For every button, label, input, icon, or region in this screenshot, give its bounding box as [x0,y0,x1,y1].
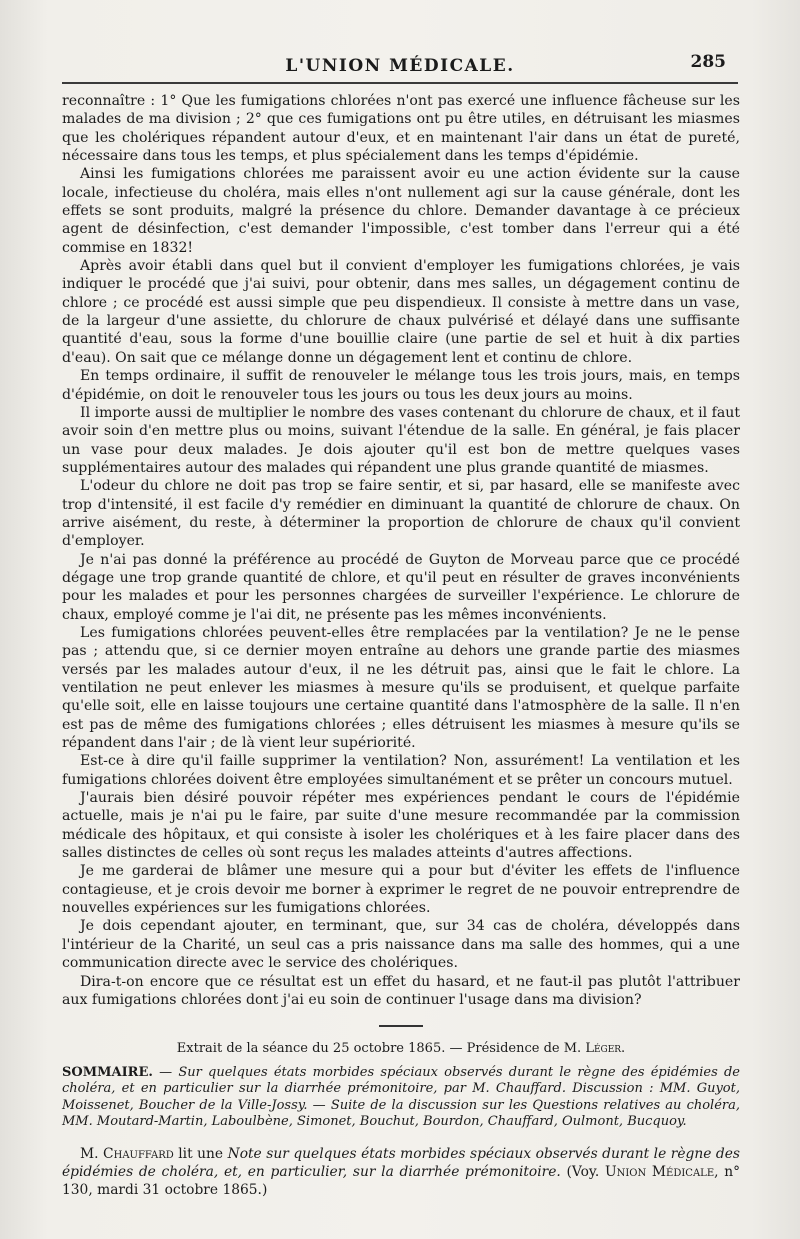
paragraph: L'odeur du chlore ne doit pas trop se faire sentir, et si, par hasard, elle se manifeste avec trop d'intensité, il est facile d'y remédier en diminuant la quantité de chlorure de chaux. On arrive aisément, du reste, à déterminer la proportion de chlorure de chaux qu'il convient d'employer. [62,478,740,550]
paragraph: En temps ordinaire, il suffit de renouveler le mélange tous les trois jours, mais, en temps d'épidémie, on doit le renouveler tous les jours ou tous les deux jours au moins. [62,368,740,403]
session-extract-heading [62,1040,740,1058]
closing-note-title: Note sur quelques états morbides spéciaux observés durant le règne des épidémies de choléra, et, en particulier, sur la diarrhée prémonitoire. [62,1145,740,1180]
extract-text: Extrait de la séance du 25 octobre 1865. — Présidence de M. [176,1041,586,1057]
closing-paragraph [62,1145,740,1199]
paragraph: Je me garderai de blâmer une mesure qui a pour but d'éviter les effets de l'influence contagieuse, et je crois devoir me borner à exprimer le regret de ne pouvoir entreprendre de nouvelles expériences sur les fumigations chlorées. [62,863,740,917]
closing-author: Chauffard [103,1145,174,1162]
paragraph: Je dois cependant ajouter, en terminant, que, sur 34 cas de choléra, développés dans l'intérieur de la Charité, un seul cas a pris naissance dans ma salle des hommes, qui a une communication directe avec le service des cholériques. [62,918,740,972]
closing-ref-tail: , n° 130, mardi 31 octobre 1865.) [62,1163,741,1198]
paragraph: Je n'ai pas donné la préférence au procédé de Guyton de Morveau parce que ce procédé dégage une trop grande quantité de chlore, et qu'il peut en résulter de graves inconvénients pour les malades et pour les personnes chargées de surveiller l'expérience. Le chlorure de chaux, employé comme je l'ai dit, ne présente pas les mêmes inconvénients. [62,551,740,623]
paragraph: Dira-t-on encore que ce résultat est un effet du hasard, et ne faut-il pas plutôt l'attribuer aux fumigations chlorées dont j'ai eu soin de continuer l'usage dans ma division? [62,973,740,1008]
article-body [62,92,740,1199]
page-number: 285 [690,52,726,72]
paragraph: Après avoir établi dans quel but il convient d'employer les fumigations chlorées, je vais indiquer le procédé que j'ai suivi, pour obtenir, dans mes salles, un dégagement continu de chlore ; ce procédé est aussi simple que peu dispendieux. Il consiste à mettre dans un vase, de la largeur d'une assiette, du chlorure de chaux pulvérisé et délayé dans une suffisante quantité d'eau, sous la forme d'une bouillie claire (une partie de sel et huit à dix parties d'eau). On sait que ce mélange donne un dégagement lent et continu de chlore. [62,258,740,366]
president-name: Léger. [585,1041,626,1057]
closing-journal: Union Médicale [604,1163,715,1180]
section-divider [379,1025,423,1027]
running-title: L'UNION MÉDICALE. [285,56,515,76]
paragraph: Il importe aussi de multiplier le nombre des vases contenant du chlorure de chaux, et il faut avoir soin d'en mettre plus ou moins, suivant l'étendue de la salle. En général, je fais placer un vase pour deux malades. Je dois ajouter qu'il est bon de mettre quelques vases supplémentaires autour des malades qui répandent une plus grande quantité de miasmes. [62,404,740,476]
closing-ref-open: (Voy. [560,1163,605,1180]
page-header [62,50,738,80]
header-rule [62,82,738,84]
summary [62,1065,740,1131]
paragraph: J'aurais bien désiré pouvoir répéter mes expériences pendant le cours de l'épidémie actuelle, mais je n'ai pu le faire, par suite d'une mesure recommandée par la commission médicale des hôpitaux, et qui consiste à isoler les cholériques et à les faire placer dans des salles distinctes de celles où sont reçus les malades atteints d'autres affections. [62,790,740,862]
paragraph: Est-ce à dire qu'il faille supprimer la ventilation? Non, assurément! La ventilation et les fumigations chlorées doivent être employées simultanément et se prêter un concours mutuel. [62,753,740,788]
closing-prefix: M. [80,1145,104,1162]
paragraph: reconnaître : 1° Que les fumigations chlorées n'ont pas exercé une influence fâcheuse sur les malades de ma division ; 2° que ces fumigations ont pu être utiles, en détruisant les miasmes que les cholériques répandent autour d'eux, et en maintenant l'air dans un état de pureté, nécessaire dans tous les temps, et plus spécialement dans les temps d'épidémie. [62,93,740,165]
paragraph: Les fumigations chlorées peuvent-elles être remplacées par la ventilation? Je ne le pense pas ; attendu que, si ce dernier moyen entraîne au dehors une grande partie des miasmes versés par les malades autour d'eux, il ne les détruit pas, ainsi que le fait le chlore. La ventilation ne peut enlever les miasmes à mesure qu'ils se produisent, et quelque parfaite qu'elle soit, elle en laisse toujours une certaine quantité dans l'atmosphère de la salle. Il n'en est pas de même des fumigations chlorées ; elles détruisent les miasmes à mesure qu'ils se répandent dans l'air ; de là vient leur supériorité. [62,624,740,752]
summary-label: SOMMAIRE. [62,1064,153,1080]
closing-verb: lit une [173,1145,228,1162]
paragraph: Ainsi les fumigations chlorées me paraissent avoir eu une action évidente sur la cause locale, infectieuse du choléra, mais elles n'ont nullement agi sur la cause générale, dont les effets se sont produits, malgré la présence du chlore. Demander davantage à ce précieux agent de désinfection, c'est demander l'impossible, c'est tomber dans l'erreur qui a été commise en 1832! [62,166,740,256]
summary-text: — Sur quelques états morbides spéciaux observés durant le règne des épidémies de choléra, et en particulier sur la diarrhée prémonitoire, par M. Chauffard. Discussion : MM. Guyot, Moissenet, Boucher de la Ville-Jossy. — Suite de la discussion sur les Questions relatives au choléra, MM. Moutard-Martin, Laboulbène, Simonet, Bouchut, Bourdon, Chauffard, Oulmont, Bucquoy. [62,1064,740,1130]
